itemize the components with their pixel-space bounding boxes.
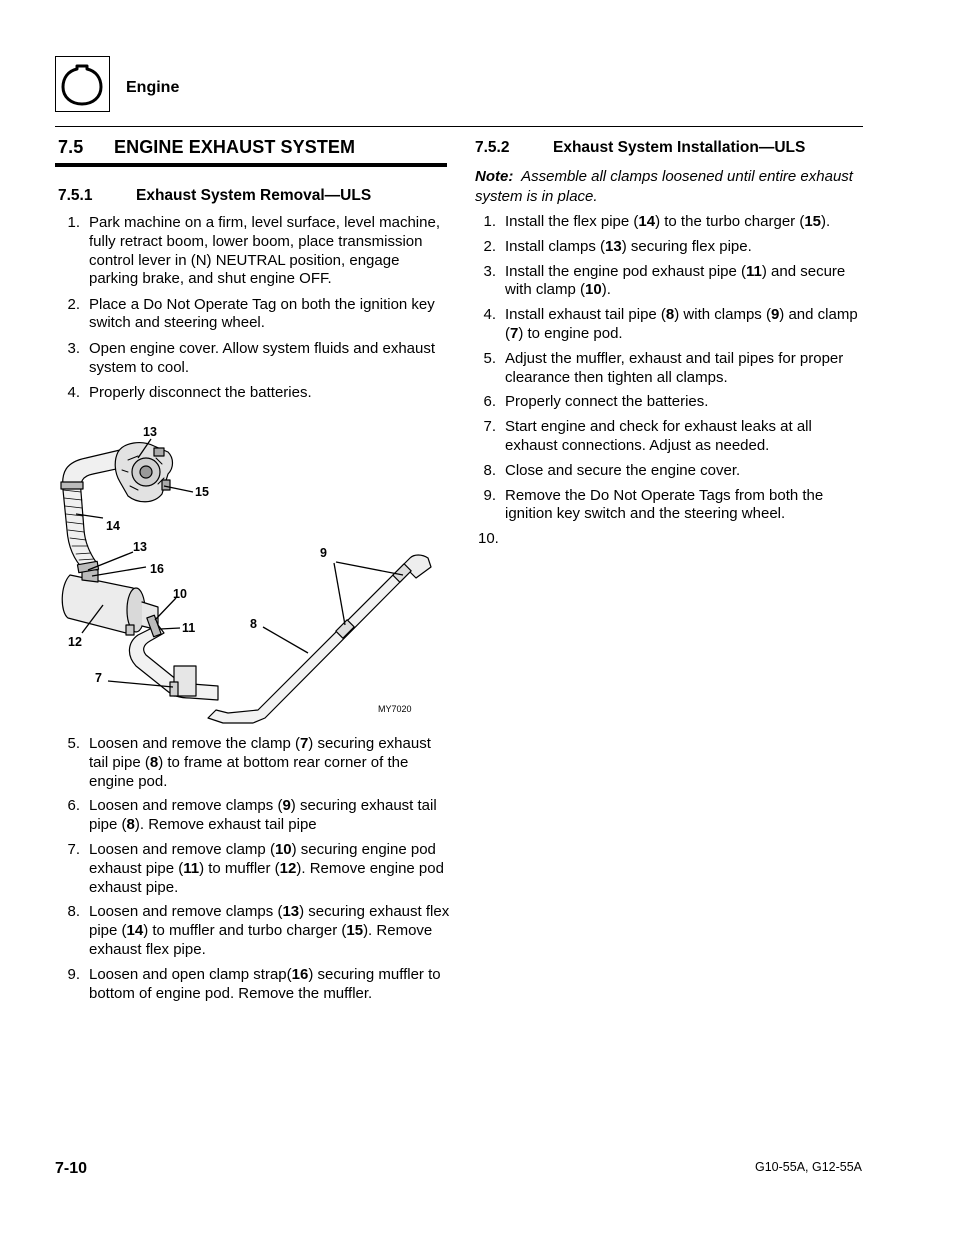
removal-steps-b xyxy=(62,735,450,1003)
step-text-part: Loosen and open clamp strap( xyxy=(89,965,292,983)
step-text-part: ) securing exhaust tail pipe ( xyxy=(89,797,437,834)
step-text-part: Loosen and remove the clamp ( xyxy=(89,735,300,752)
callout-7: 7 xyxy=(95,671,102,685)
step-text-part: ) and secure with clamp ( xyxy=(505,262,846,299)
step-number: 1. xyxy=(483,213,496,230)
step-text-part: Place a Do Not Operate Tag on both the ignition key switch and steering wheel. xyxy=(89,295,435,332)
step-text-part: Install clamps ( xyxy=(505,237,606,255)
step-item xyxy=(62,384,450,403)
step-item xyxy=(478,393,868,412)
removal-number: 7.5.1 xyxy=(58,187,93,204)
step-text-part: Loosen and remove clamps ( xyxy=(89,797,283,815)
step-text-part: Properly disconnect the batteries. xyxy=(89,383,312,401)
part-ref: 8 xyxy=(126,816,135,834)
step-text xyxy=(505,306,858,342)
step-item xyxy=(62,797,450,835)
installation-number: 7.5.2 xyxy=(475,139,510,156)
removal-heading xyxy=(58,187,371,205)
step-number: 8. xyxy=(67,903,80,921)
note-label: Note: xyxy=(475,168,514,185)
step-text-part: ). Remove exhaust tail pipe xyxy=(134,816,317,834)
step-text xyxy=(89,214,440,287)
step-number: 3. xyxy=(67,339,80,357)
step-number: 4. xyxy=(67,383,80,401)
callout-11: 11 xyxy=(182,621,196,635)
step-text-part: Adjust the muffler, exhaust and tail pipes for proper clearance then tighten all clamps. xyxy=(505,349,844,386)
step-number: 8. xyxy=(483,461,496,479)
installation-steps xyxy=(478,213,868,548)
engine-logo xyxy=(55,56,110,112)
step-item xyxy=(478,213,868,232)
part-ref: 8 xyxy=(665,306,675,324)
step-text-part: Close and secure the engine cover. xyxy=(505,461,741,479)
step-item xyxy=(62,340,450,378)
step-number: 4. xyxy=(483,306,496,324)
section-title: ENGINE EXHAUST SYSTEM xyxy=(114,137,356,157)
step-number: 9. xyxy=(67,965,80,983)
step-text-part: ) securing flex pipe. xyxy=(621,237,752,255)
callout-14: 14 xyxy=(106,519,120,533)
engine-icon xyxy=(56,57,108,110)
part-ref: 15 xyxy=(804,213,822,230)
step-text xyxy=(89,296,435,332)
step-item xyxy=(62,966,450,1004)
step-text-part: ) to frame at bottom rear corner of the engine pod. xyxy=(89,753,409,790)
step-item xyxy=(62,296,450,334)
callout-12: 12 xyxy=(68,635,82,649)
step-item xyxy=(478,487,868,525)
callout-16: 16 xyxy=(150,562,164,576)
callout-10: 10 xyxy=(173,587,187,601)
part-ref: 16 xyxy=(291,965,309,983)
step-text-part: Park machine on a firm, level surface, level machine, fully retract boom, lower boom, place transmission control lever in (N) NEUTRAL position, engage parking brake, and shut engine OFF. xyxy=(89,214,440,288)
header-title: Engine xyxy=(126,79,180,96)
step-number: 1. xyxy=(67,214,80,231)
step-number: 2. xyxy=(67,295,80,313)
callout-8: 8 xyxy=(250,617,257,631)
part-ref: 10 xyxy=(585,281,602,299)
step-text xyxy=(89,340,435,376)
step-item xyxy=(478,263,868,301)
callout-13-bottom: 13 xyxy=(133,540,147,554)
step-item xyxy=(478,306,868,344)
removal-steps-a xyxy=(62,214,450,403)
step-text xyxy=(89,384,312,401)
model-numbers: G10-55A, G12-55A xyxy=(755,1160,863,1174)
part-ref: 14 xyxy=(126,922,144,940)
part-ref: 8 xyxy=(149,753,159,771)
step-text xyxy=(89,966,441,1002)
step-item xyxy=(478,350,868,388)
step-text-part: ) with clamps ( xyxy=(674,306,771,324)
callout-13-top: 13 xyxy=(143,425,157,439)
installation-heading xyxy=(475,139,805,157)
step-number: 3. xyxy=(483,262,496,280)
step-item xyxy=(478,462,868,481)
step-text-part: Install exhaust tail pipe ( xyxy=(505,306,666,324)
step-text-part: ). xyxy=(821,213,831,230)
step-text xyxy=(505,213,830,230)
step-text-part: ) and clamp ( xyxy=(505,306,858,342)
step-text xyxy=(505,487,823,523)
part-ref: 13 xyxy=(282,903,300,921)
step-text-part: Open engine cover. Allow system fluids and exhaust system to cool. xyxy=(89,339,436,376)
step-number: 2. xyxy=(483,237,496,255)
step-text xyxy=(505,462,740,479)
step-text-part: ). xyxy=(601,281,611,299)
step-text xyxy=(505,238,752,255)
step-text-part: Install the flex pipe ( xyxy=(505,213,639,230)
removal-title: Exhaust System Removal—ULS xyxy=(136,187,372,204)
part-ref: 12 xyxy=(279,859,297,877)
step-text-part: Loosen and remove clamps ( xyxy=(89,903,283,921)
step-text-part: Properly connect the batteries. xyxy=(505,393,709,411)
exhaust-figure xyxy=(58,420,458,725)
step-text-part: ) to the turbo charger ( xyxy=(655,213,805,230)
step-text-part: ). Remove engine pod exhaust pipe. xyxy=(89,859,444,896)
step-item xyxy=(478,238,868,257)
step-text-part: ). Remove exhaust flex pipe. xyxy=(89,922,433,958)
step-text-part: ) to muffler and turbo charger ( xyxy=(143,922,347,940)
step-text xyxy=(505,350,843,386)
step-text-part: Start engine and check for exhaust leaks at all exhaust connections. Adjust as needed. xyxy=(505,418,812,454)
part-ref: 7 xyxy=(510,324,519,342)
part-ref: 10 xyxy=(274,840,292,858)
part-ref: 9 xyxy=(282,797,291,815)
note-text: Assemble all clamps loosened until entire exhaust system is in place. xyxy=(475,168,853,205)
page-number: 7-10 xyxy=(55,1160,88,1177)
step-text-part: Remove the Do Not Operate Tags from both the ignition key switch and the steering wheel. xyxy=(505,486,824,523)
installation-note xyxy=(475,167,855,206)
step-item xyxy=(62,903,450,959)
step-text-part: ) securing exhaust flex pipe ( xyxy=(89,903,450,940)
step-text xyxy=(89,903,449,958)
part-ref: 11 xyxy=(183,859,200,877)
step-number: 9. xyxy=(483,486,496,504)
step-text-part: ) securing muffler to bottom of engine pod. Remove the muffler. xyxy=(89,965,441,1002)
step-number: 5. xyxy=(483,349,496,367)
step-text xyxy=(89,735,431,790)
step-text-part: ) securing exhaust tail pipe ( xyxy=(89,735,431,771)
part-ref: 15 xyxy=(346,922,364,940)
step-number: 5. xyxy=(67,735,80,752)
step-number: 10. xyxy=(478,530,499,548)
step-number: 7. xyxy=(483,418,496,436)
step-text xyxy=(89,797,437,833)
section-heading xyxy=(58,137,355,158)
step-text-part: ) to muffler ( xyxy=(199,859,280,877)
step-item xyxy=(62,735,450,791)
step-item xyxy=(62,841,450,897)
exhaust-diagram xyxy=(58,420,458,725)
part-ref: 11 xyxy=(746,262,762,280)
part-ref: 9 xyxy=(770,306,780,324)
part-ref: 7 xyxy=(299,735,309,752)
section-number: 7.5 xyxy=(58,137,84,157)
step-text xyxy=(505,263,845,299)
step-number: 7. xyxy=(67,840,80,858)
callout-15: 15 xyxy=(195,485,209,499)
part-ref: 13 xyxy=(605,237,622,255)
part-ref: 14 xyxy=(638,213,656,230)
step-text-part: ) securing engine pod exhaust pipe ( xyxy=(89,840,436,877)
step-text xyxy=(89,841,444,896)
header-divider xyxy=(55,126,863,127)
installation-title: Exhaust System Installation—ULS xyxy=(553,139,806,156)
step-text xyxy=(505,418,812,454)
step-number: 6. xyxy=(67,797,80,815)
callout-9: 9 xyxy=(320,546,327,560)
figure-id: MY7020 xyxy=(378,704,412,714)
step-text-part: Loosen and remove clamp ( xyxy=(89,840,275,858)
step-text xyxy=(505,393,708,410)
step-text-part: Install the engine pod exhaust pipe ( xyxy=(505,262,747,280)
step-number: 6. xyxy=(483,393,496,411)
step-item xyxy=(62,214,450,289)
tail-pipe xyxy=(208,565,410,723)
step-item xyxy=(478,418,868,456)
step-text-part: ) to engine pod. xyxy=(518,324,623,342)
section-rule xyxy=(55,163,447,167)
